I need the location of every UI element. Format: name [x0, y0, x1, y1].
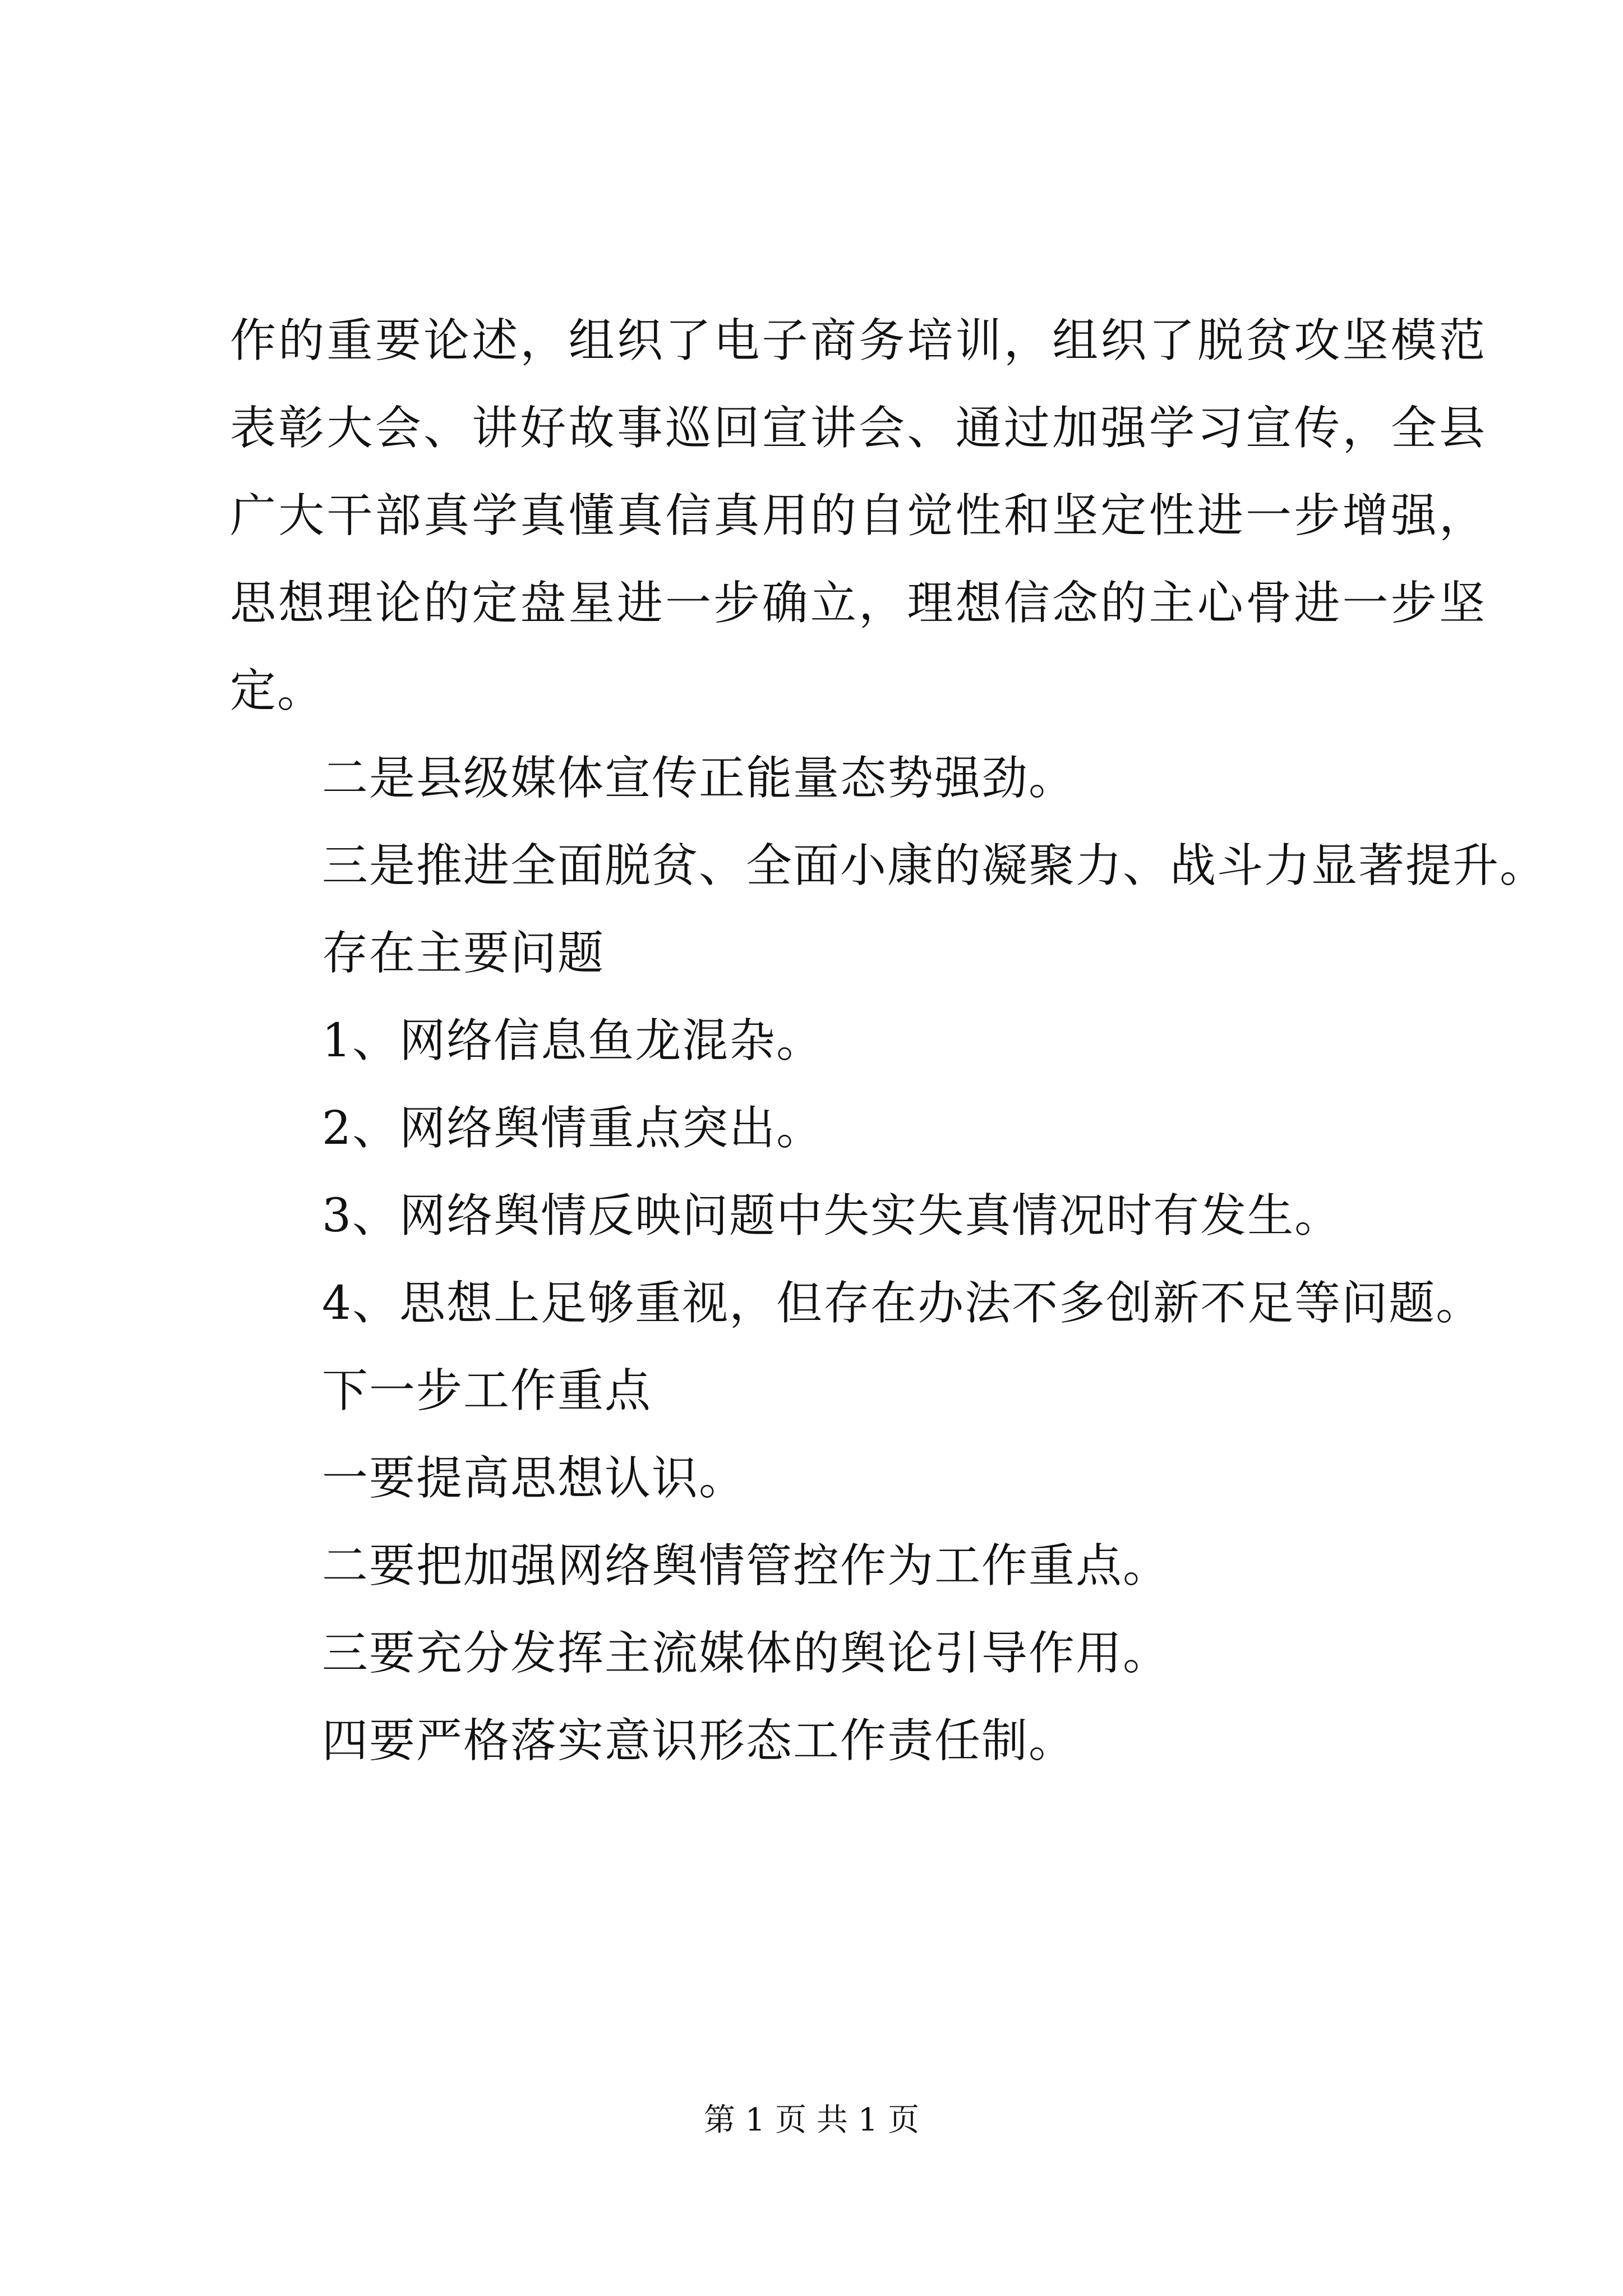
section-heading-next-steps: 下一步工作重点	[322, 1364, 652, 1418]
document-body	[230, 297, 1547, 1785]
section-heading-problems: 存在主要问题	[322, 927, 605, 980]
problem-item-4: 4、思想上足够重视，但存在办法不多创新不足等问题。	[322, 1277, 1483, 1330]
paragraph-media-positive-energy: 二是县级媒体宣传正能量态势强劲。	[322, 752, 1076, 805]
page-number-label: 第 1 页 共 1 页	[703, 2102, 920, 2138]
paragraph-cohesion-improved: 三是推进全面脱贫、全面小康的凝聚力、战斗力显著提升。	[322, 839, 1547, 892]
continuation-paragraph: 作的重要论述，组织了电子商务培训，组织了脱贫攻坚模范表彰大会、讲好故事巡回宣讲会、通过加强学习宣传，全县广大干部真学真懂真信真用的自觉性和坚定性进一步增强，思想理论的定盘星进一步确立，理想信念的主心骨进一步坚定。	[230, 314, 1486, 717]
next-step-item-4: 四要严格落实意识形态工作责任制。	[322, 1714, 1076, 1768]
next-step-item-2: 二要把加强网络舆情管控作为工作重点。	[322, 1539, 1170, 1593]
problem-item-1: 1、网络信息鱼龙混杂。	[322, 1014, 824, 1068]
problem-item-3: 3、网络舆情反映问题中失实失真情况时有发生。	[322, 1189, 1342, 1243]
problem-item-2: 2、网络舆情重点突出。	[322, 1102, 824, 1155]
next-step-item-1: 一要提高思想认识。	[322, 1452, 746, 1505]
next-step-item-3: 三要充分发挥主流媒体的舆论引导作用。	[322, 1627, 1170, 1680]
page-footer	[0, 2098, 1623, 2143]
